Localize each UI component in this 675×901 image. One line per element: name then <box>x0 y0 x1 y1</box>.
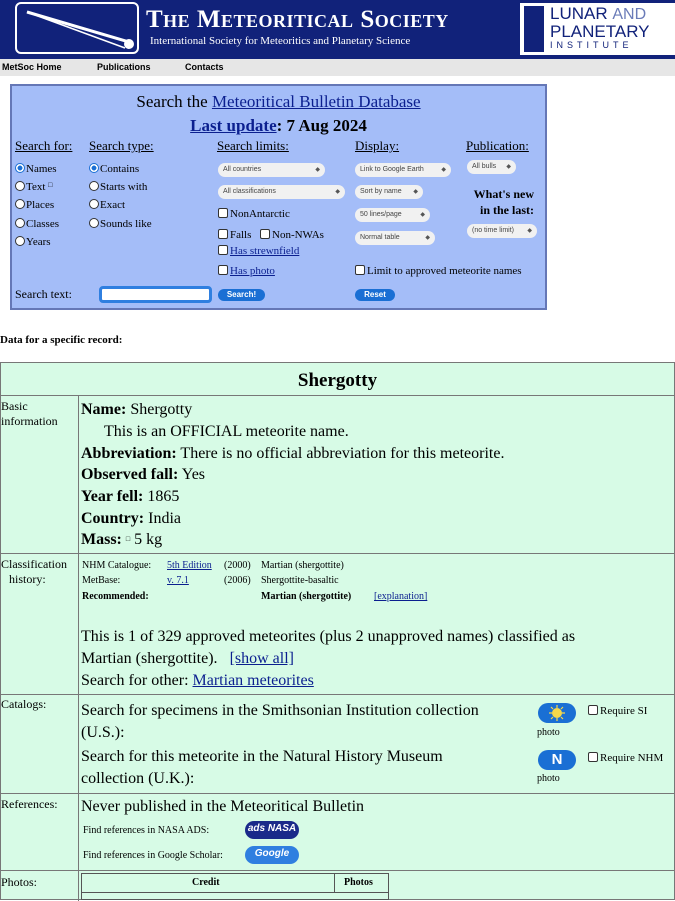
count-line: This is 1 of 329 approved meteorites (plus 2 unapproved names) classified as <box>81 628 576 645</box>
radio-icon <box>15 163 25 173</box>
site-header <box>0 0 675 59</box>
martian-meteorites-link[interactable]: Martian meteorites <box>192 672 314 689</box>
recommended-label: Recommended: <box>82 591 149 602</box>
column-divider <box>78 396 79 901</box>
table-mode-select[interactable]: Normal table ◆ <box>355 231 435 245</box>
recommended-value: Martian (shergottite) <box>261 591 352 602</box>
lpi-logo[interactable] <box>520 3 675 55</box>
radio-sounds-like[interactable]: Sounds like <box>89 218 152 230</box>
history-source: NHM Catalogue: <box>82 560 152 571</box>
history-edition-link[interactable]: v. 7.1 <box>167 575 189 586</box>
radio-icon <box>89 199 99 209</box>
official-note: This is an OFFICIAL meteorite name. <box>104 423 349 440</box>
sort-select[interactable]: Sort by name ◆ <box>355 185 423 199</box>
lpi-mark-icon <box>524 6 544 52</box>
ads-label: Find references in NASA ADS: <box>83 825 210 836</box>
history-edition-link[interactable]: 5th Edition <box>167 560 212 571</box>
si-search-text-2: (U.S.): <box>81 724 125 741</box>
search-type-header: Search type: <box>89 138 154 153</box>
nhm-photo-caption: photo <box>537 773 560 784</box>
photos-label: Photos: <box>1 875 38 889</box>
require-si-checkbox[interactable]: Require SI <box>588 705 647 717</box>
nav-contacts[interactable]: Contacts <box>185 62 224 72</box>
search-for-header: Search for: <box>15 138 73 153</box>
limit-approved-checkbox[interactable]: Limit to approved meteorite names <box>355 265 522 277</box>
radio-icon <box>15 199 25 209</box>
radio-exact[interactable]: Exact <box>89 199 125 211</box>
radio-places[interactable]: Places <box>15 199 54 211</box>
falls-checkbox[interactable]: Falls <box>218 229 251 241</box>
nav-bar <box>0 59 675 76</box>
sun-icon <box>538 703 576 723</box>
history-source: MetBase: <box>82 575 121 586</box>
lpi-and: AND <box>612 6 647 23</box>
history-year: (2006) <box>224 575 251 586</box>
site-subtitle: International Society for Meteoritics and Planetary Science <box>150 35 411 47</box>
has-photo-checkbox[interactable]: Has photo <box>218 265 275 277</box>
abbreviation-line: Abbreviation: There is no official abbreviation for this meteorite. <box>81 445 505 462</box>
display-link-select[interactable]: Link to Google Earth ◆ <box>355 163 451 177</box>
radio-contains[interactable]: Contains <box>89 163 139 175</box>
si-search-button[interactable] <box>538 703 576 723</box>
history-year: (2000) <box>224 560 251 571</box>
radio-icon <box>15 181 25 191</box>
last-update-link[interactable]: Last update <box>190 116 277 135</box>
last-update <box>12 116 545 136</box>
history-class: Shergottite-basaltic <box>261 575 339 586</box>
site-title: The Meteoritical Society <box>146 6 449 33</box>
search-button[interactable]: Search! <box>218 289 265 301</box>
mass-line: Mass: □ 5 kg <box>81 531 163 548</box>
radio-years[interactable]: Years <box>15 236 51 248</box>
basic-info-label: Basic information <box>1 399 58 428</box>
search-text-label: Search text: <box>15 287 72 301</box>
in-the-last-label: in the last: <box>480 203 534 217</box>
radio-starts-with[interactable]: Starts with <box>89 181 147 193</box>
references-label: References: <box>1 797 58 811</box>
search-panel <box>10 84 547 310</box>
lpi-institute: INSTITUTE <box>550 40 633 50</box>
bulls-select[interactable]: All bulls ◆ <box>467 160 516 174</box>
count-line-2: Martian (shergottite). [show all] <box>81 650 294 667</box>
radio-icon <box>89 181 99 191</box>
references-note: Never published in the Meteoritical Bulletin <box>81 798 365 815</box>
countries-select[interactable]: All countries ◆ <box>218 163 325 177</box>
lpi-lunar: LUNAR <box>550 4 608 23</box>
search-other-line: Search for other: Martian meteorites <box>81 672 314 689</box>
record-title: Shergotty <box>1 363 674 396</box>
display-header: Display: <box>355 138 400 153</box>
lines-per-page-select[interactable]: 50 lines/page ◆ <box>355 208 430 222</box>
search-text-input[interactable] <box>99 286 212 303</box>
nhm-search-button[interactable]: N <box>538 750 576 770</box>
publication-header: Publication: <box>466 138 529 153</box>
nhm-search-text: Search for this meteorite in the Natural History Museum <box>81 748 443 765</box>
radio-icon <box>89 218 99 228</box>
metsoc-logo[interactable] <box>15 2 139 54</box>
radio-text[interactable]: Text □ <box>15 181 52 193</box>
lpi-planetary: PLANETARY <box>550 22 650 41</box>
si-search-text: Search for specimens in the Smithsonian Institution collection <box>81 702 479 719</box>
scholar-label: Find references in Google Scholar: <box>83 850 223 861</box>
data-record-label: Data for a specific record: <box>0 334 123 346</box>
time-limit-select[interactable]: (no time limit) ◆ <box>467 224 537 238</box>
search-limits-header: Search limits: <box>217 138 289 153</box>
show-all-link[interactable]: [show all] <box>229 650 294 667</box>
bulletin-db-link[interactable]: Meteoritical Bulletin Database <box>211 92 421 111</box>
nasa-ads-button[interactable]: ads NASA <box>245 821 299 839</box>
last-update-date: : 7 Aug 2024 <box>276 116 367 135</box>
observed-fall-line: Observed fall: Yes <box>81 466 206 483</box>
radio-icon <box>89 163 99 173</box>
whats-new-label: What's new <box>473 187 534 201</box>
help-icon[interactable]: □ <box>125 535 131 543</box>
require-nhm-checkbox[interactable]: Require NHM <box>588 752 663 764</box>
credit-column-header: Credit <box>192 877 220 888</box>
search-title: Search the Meteoritical Bulletin Database <box>136 92 421 111</box>
radio-icon <box>15 236 25 246</box>
radio-icon <box>15 218 25 228</box>
si-photo-caption: photo <box>537 727 560 738</box>
record-table <box>0 362 675 900</box>
strewnfield-checkbox[interactable]: Has strewnfield <box>218 245 299 257</box>
nav-publications[interactable]: Publications <box>97 62 151 72</box>
history-class: Martian (shergottite) <box>261 560 344 571</box>
photos-table-header <box>81 873 389 900</box>
google-scholar-button[interactable]: Google <box>245 846 299 864</box>
nav-metsoc-home[interactable]: MetSoc Home <box>2 62 62 72</box>
photos-column-header: Photos <box>344 877 373 888</box>
catalogs-label: Catalogs: <box>1 697 47 711</box>
year-fell-line: Year fell: 1865 <box>81 488 180 505</box>
radio-classes[interactable]: Classes <box>15 218 59 230</box>
meteor-icon <box>17 4 137 52</box>
reset-button[interactable]: Reset <box>355 289 395 301</box>
nonantarctic-checkbox[interactable]: NonAntarctic <box>218 208 290 220</box>
non-nwas-checkbox[interactable]: Non-NWAs <box>260 229 324 241</box>
classification-history-label: Classification history: <box>1 557 67 586</box>
nhm-search-text-2: collection (U.K.): <box>81 770 195 787</box>
help-icon[interactable]: □ <box>48 181 53 189</box>
country-line: Country: India <box>81 510 181 527</box>
classifications-select[interactable]: All classifications ◆ <box>218 185 345 199</box>
name-line: Name: Shergotty <box>81 401 193 418</box>
explanation-link[interactable]: [explanation] <box>374 591 428 602</box>
radio-names[interactable]: Names <box>15 163 57 175</box>
